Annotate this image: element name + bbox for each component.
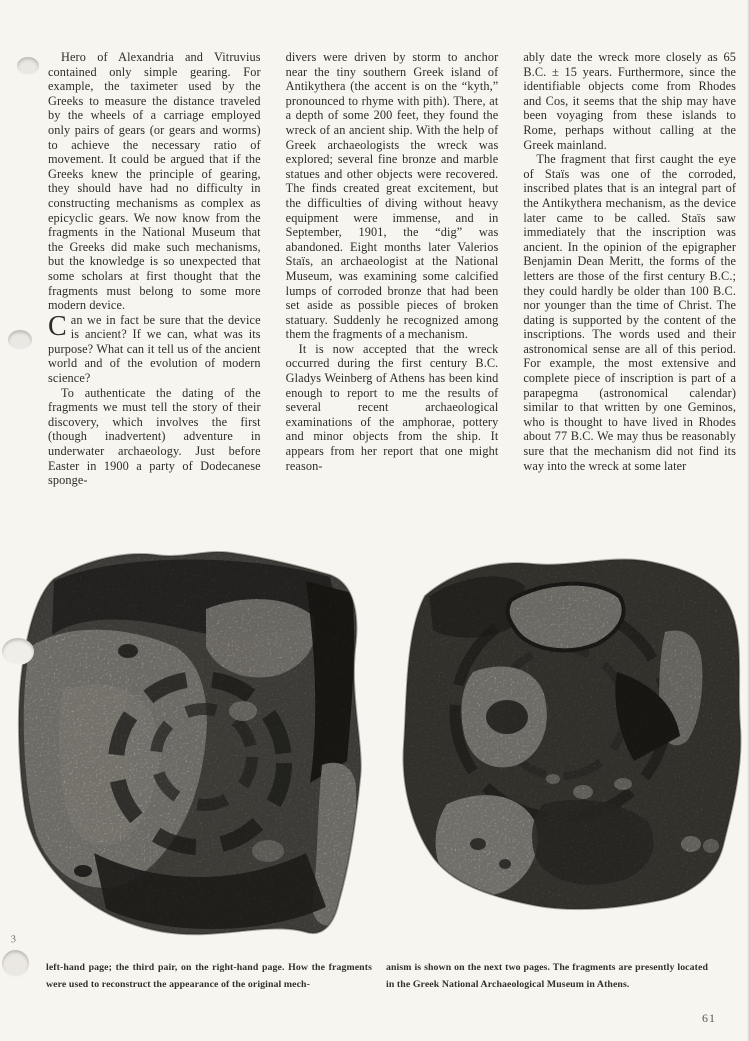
paragraph-text: ably date the wreck more closely as 65 B.C. ± 15 years. Furthermore, since the identifiable objects come from Rhodes and Cos, it seems that the ship may have been voyaging from these islands to Rome, perhaps without calling at the Greek mainland. [523, 50, 737, 152]
punch-hole-lower-middle [2, 638, 34, 665]
text-column-2 [286, 50, 499, 488]
paragraph [48, 310, 261, 386]
caption-left: left-hand page; the third pair, on the right-hand page. How the fragments were used to reconstruct the appearance of the original mech- [46, 962, 372, 990]
paragraph [48, 386, 261, 488]
antikythera-fragment-photo-left [8, 551, 372, 940]
caption-right: anism is shown on the next two pages. The fragments are presently located in the Greek National Archaeological Museum in Athens. [386, 962, 708, 990]
paragraph-text: To authenticate the dating of the fragments we must tell the story of their discovery, which involves the first (though inadvertent) adventure in underwater archaeology. Just before Easter in 1900 a party of Dodecanese sponge- [48, 385, 261, 488]
antikythera-fragment-photo-right [393, 554, 747, 915]
paragraph-text: The fragment that first caught the eye of Staïs was one of the corroded, inscribed plates that is an integral part of the Antikythera mechanism, as the device later came to be called. Staïs saw immediately that the inscription was ancient. In the opinion of the epigrapher Benjamin Dean Meritt, the forms of the letters are those of the first century B.C.; they could hardly be older than 100 B.C. nor younger than the time of Christ. The dating is supported by the content of the inscriptions. The words used and their astronomical sense are all of this period. For example, the most extensive and complete piece of inscription is part of a parapegma (astronomical calendar) similar to that written by one Geminos, who is thought to have lived in Rhodes about 77 B.C. We may thus be reasonably sure that the mechanism did not find its way into the wreck at some later [523, 152, 737, 473]
paragraph [523, 152, 736, 473]
paragraph [286, 342, 499, 473]
punch-hole-upper-middle [8, 330, 32, 350]
text-column-1 [48, 50, 261, 488]
paragraph [286, 50, 499, 342]
paragraph [48, 50, 261, 313]
punch-hole-top [17, 57, 39, 75]
handwritten-margin-mark: 3 [9, 933, 18, 946]
punch-hole-bottom [2, 950, 29, 977]
article-body [48, 50, 736, 488]
paragraph [523, 50, 736, 152]
paragraph-text: It is now accepted that the wreck occurred during the first century B.C. Gladys Weinberg of Athens has been kind enough to report to me the results of several recent archaeological examinations of the amphorae, pottery and minor objects from the ship. It appears from her report that one might reason- [285, 341, 499, 473]
paragraph-text: an we in fact be sure that the device is ancient? If we can, what was its purpose? What can it tell us of the ancient world and of the evolution of modern science? [48, 312, 261, 386]
paragraph-text: Hero of Alexandria and Vitruvius contained only simple gearing. For example, the taximeter used by the Greeks to measure the distance traveled by the wheels of a carriage employed only pairs of gears (or gears and worms) to achieve the necessary ratio of movement. It could be argued that if the Greeks knew the principle of gearing, they should have had no difficulty in constructing mechanisms as complex as epicyclic gears. We now know from the fragments in the National Museum that the Greeks did make such mechanisms, but the knowledge is so unexpected that some scholars at first thought that the fragments must belong to some more modern device. [48, 50, 261, 313]
text-column-3 [523, 50, 736, 488]
paragraph-text: divers were driven by storm to anchor near the tiny southern Greek island of Antikythera (the accent is on the “kyth,” pronounced to rhyme with pith). There, at a depth of some 200 feet, they found the wreck of an ancient ship. With the help of Greek archaeologists the wreck was explored; several fine bronze and marble statues and other objects were recovered. The finds created great excitement, but the difficulties of diving without heavy equipment were immense, and in September, 1901, the “dig” was abandoned. Eight months later Valerios Staïs, an archaeologist at the National Museum, was examining some calcified lumps of corroded bronze that had been set aside as possible pieces of broken statuary. Suddenly he recognized among them the fragments of a mechanism. [285, 50, 499, 342]
drop-cap: C [48, 310, 67, 342]
page-number: 61 [702, 1011, 716, 1025]
